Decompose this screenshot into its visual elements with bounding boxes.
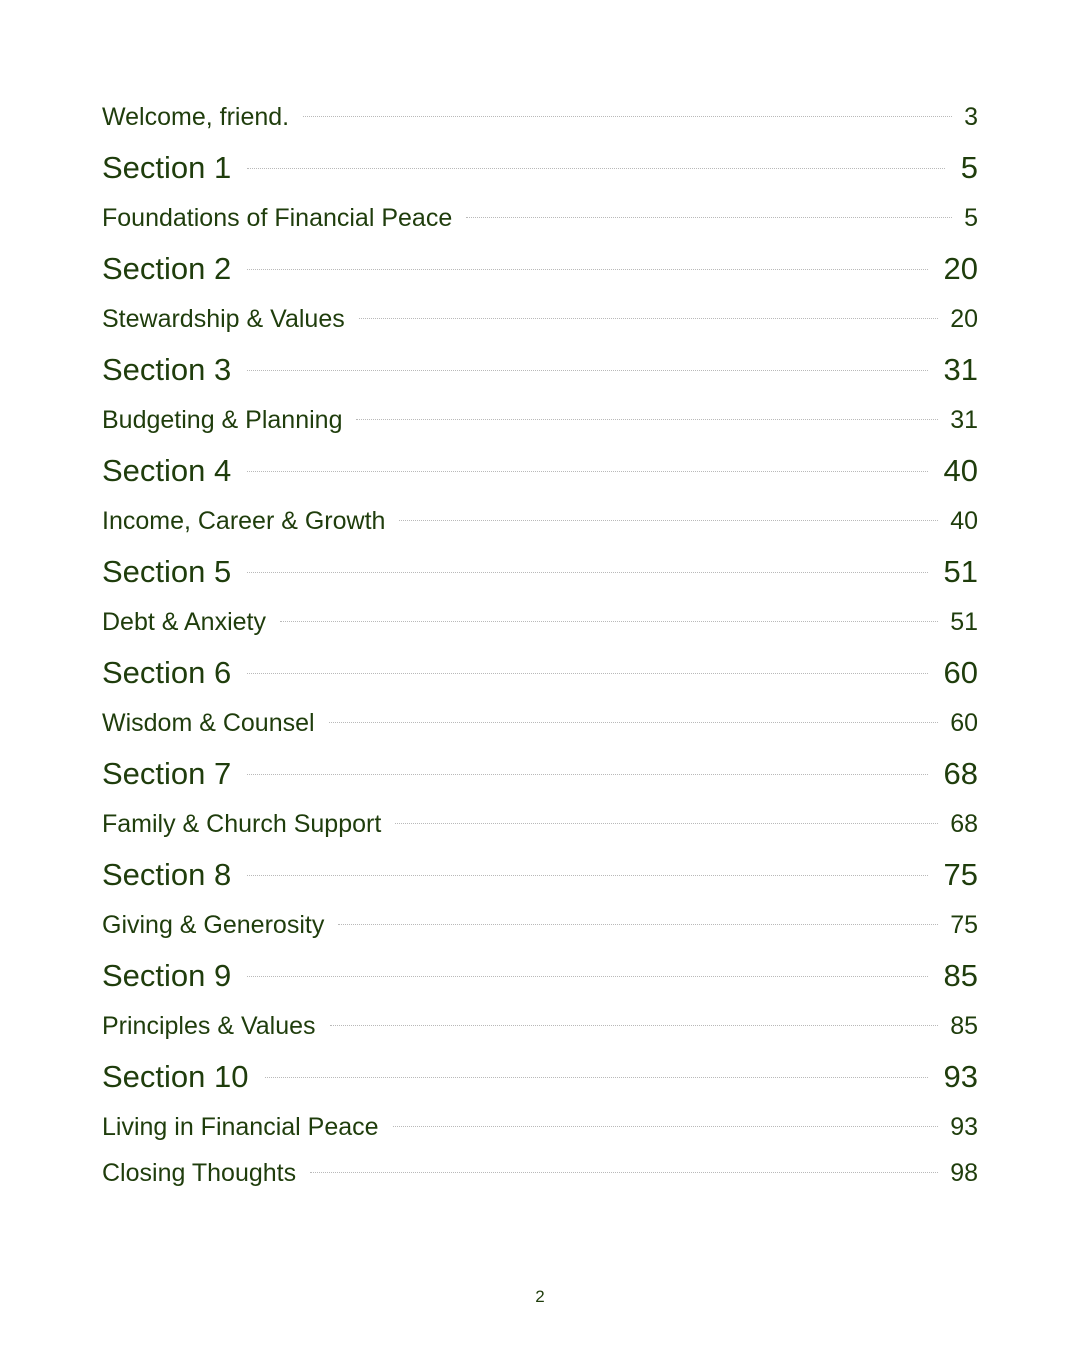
toc-entry-page: 51 [950,608,978,636]
toc-section-4[interactable] [102,449,978,500]
toc-section-label: Section 7 [102,756,232,791]
toc-entry-label: Foundations of Financial Peace [102,204,453,232]
toc-entry-giving[interactable] [102,904,978,954]
dot-leader [329,722,939,723]
toc-entry-stewardship[interactable] [102,298,978,348]
toc-section-6[interactable] [102,651,978,702]
dot-leader [330,1025,939,1026]
dot-leader [247,976,927,977]
table-of-contents [102,96,978,1202]
toc-section-label: Section 3 [102,352,232,387]
toc-entry-page: 93 [950,1113,978,1141]
toc-entry-page: 75 [950,911,978,939]
toc-entry-label: Welcome, friend. [102,103,290,131]
toc-section-page: 85 [943,958,978,993]
toc-section-1[interactable] [102,146,978,197]
toc-section-page: 40 [943,453,978,488]
dot-leader [356,419,938,420]
toc-entry-label: Family & Church Support [102,810,382,838]
page-number: 2 [535,1287,545,1306]
toc-section-page: 20 [943,251,978,286]
toc-entry-label: Closing Thoughts [102,1159,297,1187]
dot-leader [247,774,927,775]
toc-section-page: 75 [943,857,978,892]
toc-section-8[interactable] [102,853,978,904]
dot-leader [395,823,938,824]
toc-section-label: Section 9 [102,958,232,993]
toc-section-page: 93 [943,1059,978,1094]
toc-entry-wisdom[interactable] [102,702,978,752]
dot-leader [247,471,927,472]
dot-leader [265,1077,928,1078]
toc-entry-debt[interactable] [102,601,978,651]
dot-leader [359,318,938,319]
toc-entry-label: Stewardship & Values [102,305,345,333]
toc-section-7[interactable] [102,752,978,803]
toc-section-page: 68 [943,756,978,791]
toc-entry-label: Budgeting & Planning [102,406,343,434]
toc-entry-income[interactable] [102,500,978,550]
toc-entry-label: Living in Financial Peace [102,1113,379,1141]
toc-entry-label: Debt & Anxiety [102,608,266,636]
toc-section-label: Section 4 [102,453,232,488]
toc-section-label: Section 10 [102,1059,249,1094]
toc-section-label: Section 6 [102,655,232,690]
toc-entry-page: 5 [964,204,978,232]
dot-leader [247,370,927,371]
toc-entry-welcome[interactable] [102,96,978,146]
toc-entry-page: 40 [950,507,978,535]
toc-section-page: 60 [943,655,978,690]
dot-leader [247,572,927,573]
toc-section-label: Section 1 [102,150,232,185]
toc-entry-label: Wisdom & Counsel [102,709,315,737]
toc-section-5[interactable] [102,550,978,601]
toc-entry-page: 68 [950,810,978,838]
dot-leader [247,269,927,270]
toc-entry-label: Principles & Values [102,1012,316,1040]
toc-entry-page: 20 [950,305,978,333]
dot-leader [303,116,952,117]
toc-entry-closing[interactable] [102,1152,978,1202]
dot-leader [247,875,927,876]
toc-entry-family[interactable] [102,803,978,853]
dot-leader [466,217,952,218]
toc-section-2[interactable] [102,247,978,298]
toc-entry-page: 3 [964,103,978,131]
toc-entry-page: 85 [950,1012,978,1040]
dot-leader [247,673,927,674]
toc-section-10[interactable] [102,1055,978,1106]
toc-entry-budgeting[interactable] [102,399,978,449]
toc-section-page: 5 [960,150,978,185]
toc-section-label: Section 5 [102,554,232,589]
toc-entry-page: 31 [950,406,978,434]
toc-entry-label: Giving & Generosity [102,911,325,939]
toc-entry-page: 98 [950,1159,978,1187]
toc-section-label: Section 2 [102,251,232,286]
toc-entry-page: 60 [950,709,978,737]
dot-leader [399,520,938,521]
toc-entry-living[interactable] [102,1106,978,1152]
toc-entry-principles[interactable] [102,1005,978,1055]
toc-section-page: 31 [943,352,978,387]
toc-section-3[interactable] [102,348,978,399]
toc-section-9[interactable] [102,954,978,1005]
toc-entry-foundations[interactable] [102,197,978,247]
dot-leader [310,1172,938,1173]
toc-section-page: 51 [943,554,978,589]
dot-leader [280,621,938,622]
toc-section-label: Section 8 [102,857,232,892]
dot-leader [338,924,938,925]
toc-entry-label: Income, Career & Growth [102,507,386,535]
dot-leader [247,168,944,169]
dot-leader [393,1126,939,1127]
